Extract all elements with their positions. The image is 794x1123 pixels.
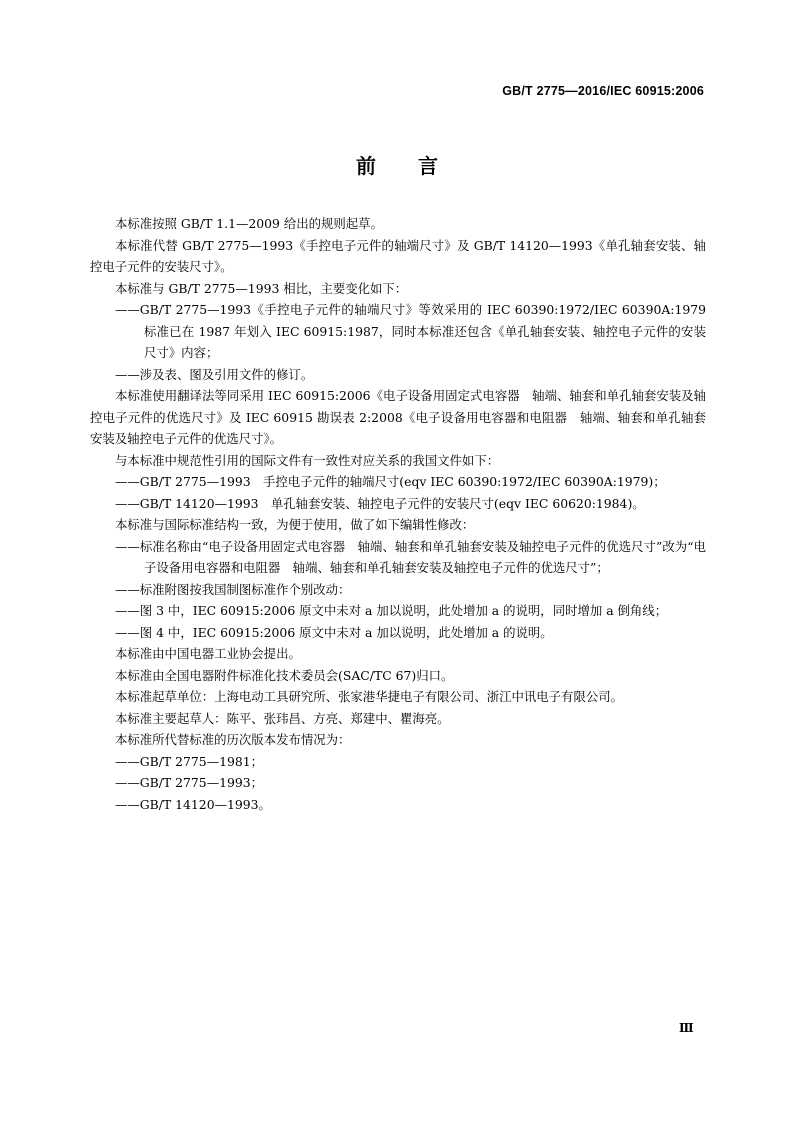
dash-item: ——GB/T 2775—1993； xyxy=(115,775,264,790)
foreword-body xyxy=(90,213,706,815)
paragraph: 本标准所代替标准的历次版本发布情况为： xyxy=(115,732,351,747)
paragraph: 本标准由中国电器工业协会提出。 xyxy=(115,646,301,661)
dash-item: ——GB/T 14120—1993。 xyxy=(115,796,271,812)
paragraph: 本标准由全国电器附件标准化技术委员会(SAC/TC 67)归口。 xyxy=(115,667,454,683)
paragraph: 与本标准中规范性引用的国际文件有一致性对应关系的我国文件如下： xyxy=(115,452,500,468)
paragraph: 本标准起草单位：上海电动工具研究所、张家港华捷电子有限公司、浙江中讯电子有限公司。 xyxy=(115,689,624,704)
page-number: Ⅲ xyxy=(679,1021,694,1035)
dash-item: ——GB/T 14120—1993 单孔轴套安装、轴控电子元件的安装尺寸(eqv IEC 60620:1984)。 xyxy=(115,495,645,511)
paragraph: 本标准代替 GB/T 2775—1993《手控电子元件的轴端尺寸》及 GB/T 14120—1993《单孔轴套安装、轴控电子元件的安装尺寸》。 xyxy=(90,237,706,274)
paragraph: 本标准与 GB/T 2775—1993 相比，主要变化如下： xyxy=(115,280,408,296)
page-title: 前言 xyxy=(356,154,480,178)
paragraph: 本标准主要起草人：陈平、张玮昌、方亮、郑建中、瞿海亮。 xyxy=(115,710,450,726)
dash-item: ——标准名称由“电子设备用固定式电容器 轴端、轴套和单孔轴套安装及轴控电子元件的优选尺寸”改为“电子设备用电容器和电阻器 轴端、轴套和单孔轴套安装及轴控电子元件的优选尺寸”； xyxy=(115,538,706,575)
paragraph: 本标准使用翻译法等同采用 IEC 60915:2006《电子设备用固定式电容器 轴端、轴套和单孔轴套安装及轴控电子元件的优选尺寸》及 IEC 60915 勘误表 2:2008《电子设备用电容器和电阻器 轴端、轴套和单孔轴套安装及轴控电子元件的优选尺寸》。 xyxy=(90,388,706,446)
dash-item: ——GB/T 2775—1993《手控电子元件的轴端尺寸》等效采用的 IEC 60390:1972/IEC 60390A:1979 标准已在 1987 年划入 IEC 60915:1987，同时本标准还包含《单孔轴套安装、轴控电子元件的安装尺寸》内容； xyxy=(115,302,706,360)
dash-item: ——GB/T 2775—1981； xyxy=(115,753,264,769)
paragraph: 本标准与国际标准结构一致，为便于使用，做了如下编辑性修改： xyxy=(115,517,475,532)
dash-item: ——GB/T 2775—1993 手控电子元件的轴端尺寸(eqv IEC 60390:1972/IEC 60390A:1979)； xyxy=(115,474,666,489)
dash-item: ——涉及表、图及引用文件的修订。 xyxy=(115,366,314,382)
paragraph: 本标准按照 GB/T 1.1—2009 给出的规则起草。 xyxy=(115,216,383,231)
standard-code: GB/T 2775—2016/IEC 60915:2006 xyxy=(502,84,704,98)
dash-item: ——图 4 中，IEC 60915:2006 原文中未对 a 加以说明，此处增加 a 的说明。 xyxy=(115,624,553,640)
dash-item: ——标准附图按我国制图标准作个别改动： xyxy=(115,581,351,597)
dash-item: ——图 3 中，IEC 60915:2006 原文中未对 a 加以说明，此处增加 a 的说明，同时增加 a 倒角线； xyxy=(115,603,668,618)
